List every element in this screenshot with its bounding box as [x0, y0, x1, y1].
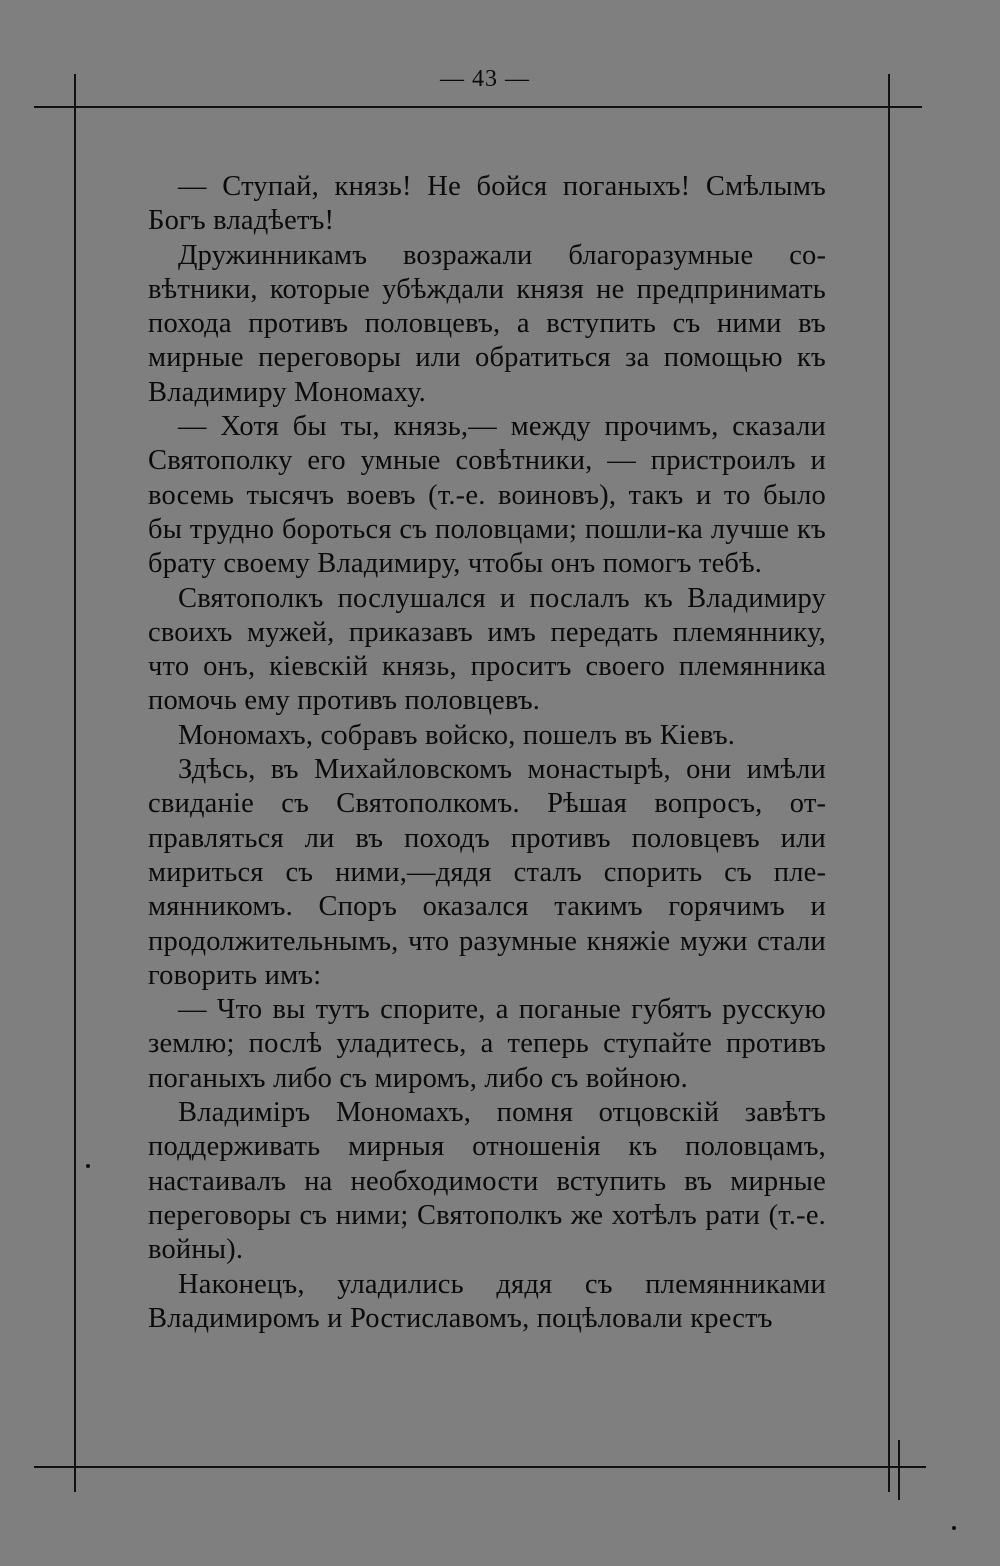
ink-speck — [86, 1164, 90, 1168]
paragraph: Святополкъ послушался и послалъ къ Владимиру своихъ мужей, приказавъ имъ передать племяннику, что онъ, кіевскій князь, проситъ своего племянника помочь ему противъ половцевъ. — [148, 582, 826, 717]
inner-right-rule — [898, 1440, 900, 1500]
right-rule — [888, 74, 890, 1492]
paragraph: — Хотя бы ты, князь,— между прочимъ, сказали Святополку его умные совѣтники, — пристроилъ и восемь тысячъ воевъ (т.-е. воиновъ), такъ и то было бы трудно бороться съ половцами; пошли-ка лучше къ брату своему Владимиру, чтобы онъ помогъ тебѣ. — [148, 411, 826, 580]
paragraph: Наконецъ, уладились дядя съ племянниками Владимиромъ и Ростиславомъ, поцѣловали крестъ — [148, 1268, 826, 1334]
top-rule — [34, 106, 922, 108]
left-rule — [74, 74, 76, 1492]
paragraph: Здѣсь, въ Михайловскомъ монастырѣ, они имѣли свиданіе съ Святополкомъ. Рѣшая вопросъ, отправляться ли въ походъ противъ половцевъ или мириться съ ними,—дядя сталъ спорить съ племянникомъ. Споръ оказался такимъ горячимъ и продолжительнымъ, что разумные княжіе мужи стали говорить имъ: — [148, 754, 826, 991]
paragraph: — Ступай, князь! Не бойся поганыхъ! Смѣлымъ Богъ владѣетъ! — [148, 171, 826, 237]
paragraph: Мономахъ, собравъ войско, пошелъ въ Кіевъ. — [178, 719, 736, 751]
ink-speck — [952, 1526, 956, 1530]
paragraph: Владиміръ Мономахъ, помня отцовскій завѣтъ поддерживать мирныя отношенія къ половцамъ, настаивалъ на необходимости вступить въ мирные переговоры съ ними; Святополкъ же хотѣлъ рати (т.-е. войны). — [148, 1097, 826, 1266]
paragraph: — Что вы тутъ спорите, а поганые губятъ русскую землю; послѣ уладитесь, а теперь ступайте противъ поганыхъ либо съ миромъ, либо съ войною. — [148, 994, 826, 1094]
bottom-rule — [34, 1466, 926, 1468]
page-number: — 43 — — [440, 66, 530, 92]
paragraph: Дружинникамъ возражали благоразумные совѣтники, которые убѣждали князя не предпринимать похода противъ половцевъ, а вступить съ ними въ мирные переговоры или обратиться за помощью къ Владимиру Мономаху. — [148, 239, 826, 408]
body-text — [148, 170, 826, 1336]
